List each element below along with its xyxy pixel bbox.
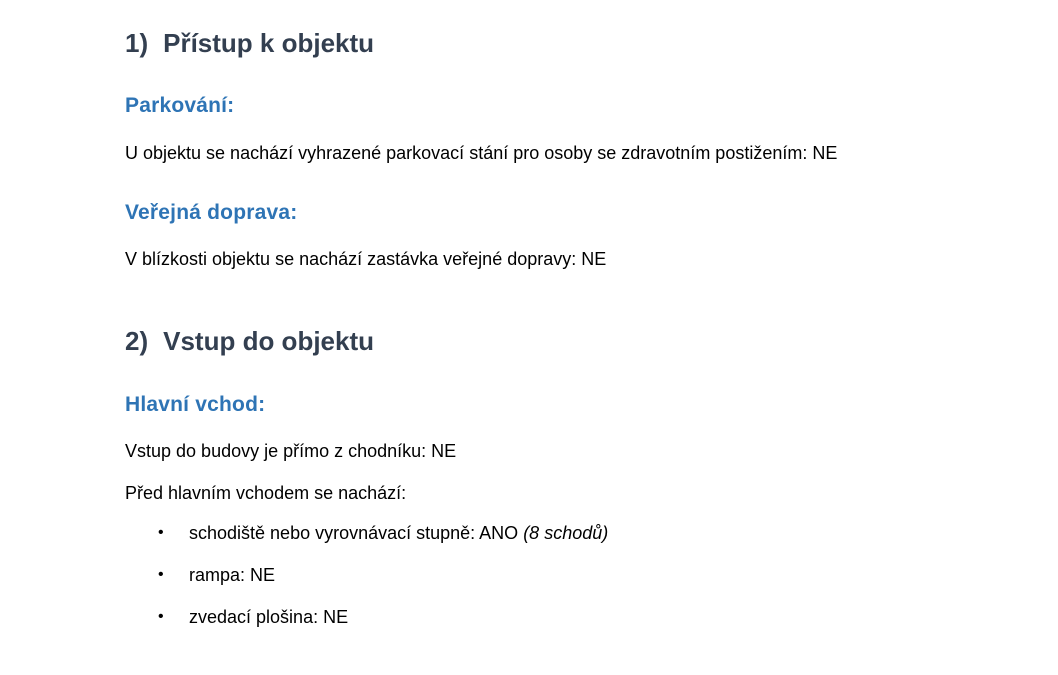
bullet-icon: •	[158, 566, 164, 583]
public-transport-status-line: V blízkosti objektu se nachází zastávka veřejné dopravy: NE	[125, 249, 607, 269]
public-transport-subheading: Veřejná doprava:	[125, 201, 298, 224]
parking-status-line: U objektu se nachází vyhrazené parkovací stání pro osoby se zdravotním postižením: NE	[125, 143, 838, 163]
entrance-sidewalk-line: Vstup do budovy je přímo z chodníku: NE	[125, 441, 457, 461]
bullet-icon: •	[158, 524, 164, 541]
bullet-icon: •	[158, 608, 164, 625]
list-item-ramp-text: rampa: NE	[189, 565, 276, 585]
list-item-ramp	[158, 565, 275, 587]
section-1-number: 1)	[125, 28, 149, 58]
section-2-title: Vstup do objektu	[163, 326, 375, 356]
list-item-lift	[158, 607, 348, 629]
section-1-title: Přístup k objektu	[163, 28, 375, 58]
section-2-number: 2)	[125, 326, 149, 356]
parking-subheading: Parkování:	[125, 94, 235, 117]
list-item-lift-text: zvedací plošina: NE	[189, 607, 349, 627]
list-item-stairs	[158, 523, 608, 545]
list-item-stairs-text: schodiště nebo vyrovnávací stupně: ANO	[189, 523, 519, 543]
entrance-before-line: Před hlavním vchodem se nachází:	[125, 483, 407, 503]
list-item-stairs-note: (8 schodů)	[523, 523, 609, 543]
section-1-heading	[125, 29, 374, 59]
section-2-heading	[125, 327, 374, 357]
main-entrance-subheading: Hlavní vchod:	[125, 393, 266, 416]
